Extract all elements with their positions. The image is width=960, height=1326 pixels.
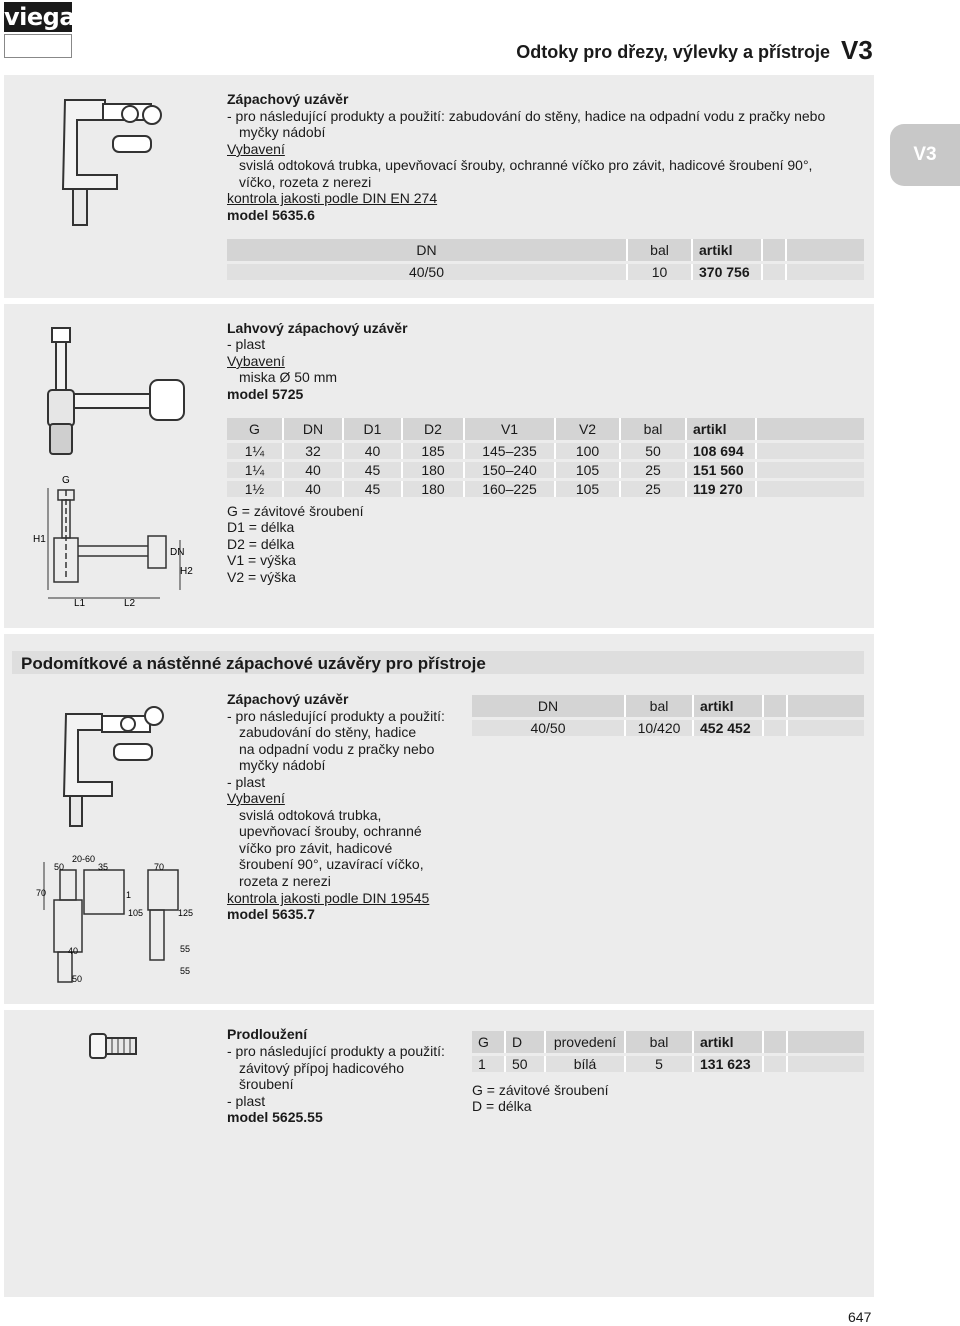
cell-bal: 10/420: [624, 720, 692, 736]
product-table: [472, 1028, 864, 1075]
header-v1: V1: [463, 418, 554, 440]
cell-d2: 180: [401, 462, 463, 478]
empty-cell: [755, 481, 864, 497]
cell-v2: 100: [554, 443, 619, 459]
table-header-row: [227, 239, 864, 261]
drawing-label: 55: [180, 966, 191, 976]
table-header-row: [472, 695, 864, 717]
header-artikl: artikl: [685, 418, 755, 440]
bottle-trap-dimension-drawing: [30, 470, 205, 610]
cell-g: 1¼: [227, 462, 282, 478]
drawing-label: L2: [124, 598, 136, 609]
header-d: D: [504, 1031, 544, 1053]
header-g: G: [472, 1031, 504, 1053]
extension-fitting-photo: [88, 1030, 140, 1062]
drawing-label: H1: [33, 534, 46, 545]
siphon-wall-drawing: [55, 92, 175, 227]
cell-artikl[interactable]: 131 623: [692, 1056, 762, 1072]
equipment-line: víčko, rozeta z nerezi: [239, 174, 372, 190]
page-number: 647: [848, 1309, 872, 1325]
drawing-label: 70: [154, 862, 165, 872]
cell-bal: 25: [619, 462, 685, 478]
table-row: [227, 264, 864, 280]
empty-cell: [755, 418, 864, 440]
dimension-drawing: [30, 850, 200, 990]
equipment-heading: Vybavení: [227, 790, 285, 806]
cell-dn: 40: [282, 462, 342, 478]
empty-cell: [786, 1031, 864, 1053]
cell-provedeni: bílá: [544, 1056, 624, 1072]
product-title: Zápachový uzávěr: [227, 691, 349, 707]
legend-line: G = závitové šroubení: [227, 503, 364, 519]
drawing-label: DN: [170, 547, 185, 558]
header-bal: bal: [624, 695, 692, 717]
table-header-row: [227, 418, 864, 440]
empty-cell: [786, 720, 864, 736]
drawing-label: 40: [68, 946, 79, 956]
legend-line: D2 = délka: [227, 536, 295, 552]
header-artikl: artikl: [692, 695, 762, 717]
cell-dn: 40/50: [227, 264, 626, 280]
material-line: - plast: [227, 774, 266, 790]
cell-v1: 145–235: [463, 443, 554, 459]
empty-cell: [762, 1031, 786, 1053]
header-dn: DN: [472, 695, 624, 717]
table-row: [227, 443, 864, 459]
model-number: model 5635.6: [227, 207, 315, 223]
cell-d1: 45: [342, 462, 401, 478]
table-row: [472, 1056, 864, 1072]
usage-line: zabudování do stěny, hadice: [239, 724, 417, 740]
chapter-code: V3: [841, 35, 873, 65]
empty-cell: [762, 720, 786, 736]
header-artikl: artikl: [691, 239, 761, 261]
header-dn: DN: [282, 418, 342, 440]
header-d2: D2: [401, 418, 463, 440]
cell-artikl[interactable]: 108 694: [685, 443, 755, 459]
cell-dn: 40/50: [472, 720, 624, 736]
drawing-label: H2: [180, 566, 193, 577]
cell-v1: 160–225: [463, 481, 554, 497]
header-bal: bal: [619, 418, 685, 440]
model-number: model 5725: [227, 386, 304, 402]
empty-cell: [786, 695, 864, 717]
drawing-label: L1: [74, 598, 86, 609]
drawing-label: 50: [54, 862, 65, 872]
cell-bal: 10: [626, 264, 691, 280]
header-g: G: [227, 418, 282, 440]
cell-d2: 185: [401, 443, 463, 459]
empty-cell: [762, 695, 786, 717]
equipment-line: upevňovací šrouby, ochranné: [239, 823, 422, 839]
cell-bal: 50: [619, 443, 685, 459]
page-title: Odtoky pro dřezy, výlevky a přístroje: [516, 42, 830, 62]
viega-logo: viega: [4, 3, 76, 31]
equipment-line: víčko pro závit, hadicové: [239, 840, 393, 856]
drawing-label: 105: [128, 908, 144, 918]
cell-d1: 40: [342, 443, 401, 459]
usage-line: - pro následující produkty a použití:: [227, 1043, 445, 1059]
cell-v1: 150–240: [463, 462, 554, 478]
empty-cell: [785, 239, 864, 261]
drawing-label: 35: [98, 862, 109, 872]
quality-note: kontrola jakosti podle DIN 19545: [227, 890, 430, 906]
drawing-label: 50: [72, 974, 83, 984]
cell-artikl[interactable]: 370 756: [691, 264, 761, 280]
drawing-label: 125: [178, 908, 194, 918]
equipment-heading: Vybavení: [227, 141, 285, 157]
product-table: [227, 236, 864, 283]
usage-line: myčky nádobí: [239, 757, 326, 773]
legend-line: V2 = výška: [227, 569, 296, 585]
equipment-line: miska Ø 50 mm: [239, 369, 338, 385]
empty-cell: [761, 264, 785, 280]
empty-cell: [762, 1056, 786, 1072]
quality-note: kontrola jakosti podle DIN EN 274: [227, 190, 438, 206]
cell-g: 1: [472, 1056, 504, 1072]
material-line: - plast: [227, 336, 266, 352]
drawing-label: G: [62, 475, 70, 486]
table-row: [227, 462, 864, 478]
equipment-line: svislá odtoková trubka,: [239, 807, 382, 823]
header-bal: bal: [626, 239, 691, 261]
cell-bal: 5: [624, 1056, 692, 1072]
product-table: [472, 692, 864, 739]
usage-line: závitový přípoj hadicového: [239, 1060, 404, 1076]
legend-line: G = závitové šroubení: [472, 1082, 609, 1098]
cell-d1: 45: [342, 481, 401, 497]
empty-cell: [785, 264, 864, 280]
header-provedeni: provedení: [544, 1031, 624, 1053]
drawing-label: 70: [36, 888, 47, 898]
cell-artikl[interactable]: 151 560: [685, 462, 755, 478]
material-line: - plast: [227, 1093, 266, 1109]
empty-cell: [755, 443, 864, 459]
empty-cell: [786, 1056, 864, 1072]
cell-v2: 105: [554, 481, 619, 497]
header-artikl: artikl: [692, 1031, 762, 1053]
cell-g: 1½: [227, 481, 282, 497]
drawing-label: 1: [126, 890, 132, 900]
cell-d2: 180: [401, 481, 463, 497]
bottle-trap-photo: [38, 320, 198, 460]
logo-frame: [4, 34, 72, 58]
model-number: model 5625.55: [227, 1109, 323, 1125]
usage-line: - pro následující produkty a použití:: [227, 708, 445, 724]
equipment-line: rozeta z nerezi: [239, 873, 331, 889]
cell-artikl[interactable]: 119 270: [685, 481, 755, 497]
usage-line: - pro následující produkty a použití: zabudování do stěny, hadice na odpadní vodu z pračky nebo: [227, 108, 826, 124]
drawing-label: 55: [180, 944, 191, 954]
legend-line: V1 = výška: [227, 552, 296, 568]
cell-dn: 32: [282, 443, 342, 459]
header-dn: DN: [227, 239, 626, 261]
cell-v2: 105: [554, 462, 619, 478]
legend-line: D1 = délka: [227, 519, 295, 535]
equipment-heading: Vybavení: [227, 353, 285, 369]
header-bal: bal: [624, 1031, 692, 1053]
cell-d: 50: [504, 1056, 544, 1072]
product-title: Lahvový zápachový uzávěr: [227, 320, 408, 336]
product-title: Zápachový uzávěr: [227, 91, 349, 107]
usage-line: na odpadní vodu z pračky nebo: [239, 741, 435, 757]
header-v2: V2: [554, 418, 619, 440]
table-header-row: [472, 1031, 864, 1053]
siphon-wall-drawing: [58, 700, 183, 830]
equipment-line: šroubení 90°, uzavírací víčko,: [239, 856, 424, 872]
cell-artikl[interactable]: 452 452: [692, 720, 762, 736]
legend-line: D = délka: [472, 1098, 532, 1114]
cell-g: 1¼: [227, 443, 282, 459]
equipment-line: svislá odtoková trubka, upevňovací šrouby, ochranné víčko pro závit, hadicové šroubení 90°,: [239, 157, 813, 173]
product-table: [227, 415, 864, 500]
table-row: [227, 481, 864, 497]
usage-line: myčky nádobí: [239, 124, 326, 140]
drawing-label: 20-60: [72, 854, 96, 864]
section-title: Podomítkové a nástěnné zápachové uzávěry pro přístroje: [12, 651, 864, 674]
empty-cell: [761, 239, 785, 261]
model-number: model 5635.7: [227, 906, 315, 922]
table-row: [472, 720, 864, 736]
product-title: Prodloužení: [227, 1026, 308, 1042]
header-d1: D1: [342, 418, 401, 440]
cell-dn: 40: [282, 481, 342, 497]
usage-line: šroubení: [239, 1076, 294, 1092]
empty-cell: [755, 462, 864, 478]
chapter-tab[interactable]: V3: [890, 124, 960, 186]
cell-bal: 25: [619, 481, 685, 497]
